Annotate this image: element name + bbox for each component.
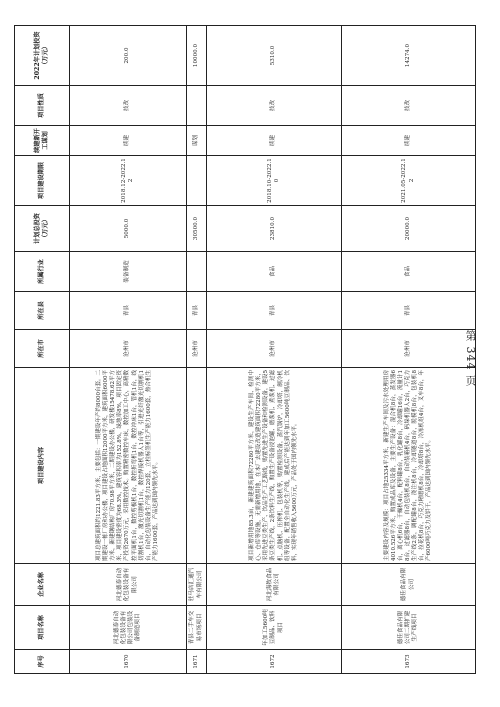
cell-name: 德佳食品有限公司二期扩建生产线项目 xyxy=(342,606,476,650)
cell-company: 河北海牧食品有限公司 xyxy=(207,564,342,606)
header-plan2022: 2022年计划投资（万元） xyxy=(15,26,70,86)
header-nature: 项目性质 xyxy=(15,86,70,126)
cell-plan2022: 14274.0 xyxy=(342,26,476,86)
cell-city: 沧州市 xyxy=(342,330,476,368)
header-name: 项目名称 xyxy=(15,606,70,650)
cell-county: 青县 xyxy=(187,292,207,330)
cell-stage: 续建 xyxy=(70,126,187,156)
cell-company: 德佳食品有限公司 xyxy=(342,564,476,606)
cell-stage: 续建 xyxy=(207,126,342,156)
cell-seq: 1673 xyxy=(342,650,476,674)
cell-content: 项目新增用地85.3亩，新建建筑面积72280平方米，建设生产车间、检测中心、仓库等设施，无需新增用地，在本厂去建设改造建筑面积72280平方米，采用先进豆类生产、饮品生产工艺路线，购置先进生产设备和检测设备，建设5条豆类生产线，2条饮料生产线，购置生产设备浸泡罐、磨浆机、煮浆机、过滤机、点脑机、压榨机、包装机等，购置检测设备，蒸汽锅炉，冷却塔，制冷机组等设备，配置全自动化生产线，建成后产能达到年加工5600吨豆制品、饮料，实现年销售收入5600万元，产品处于国内领先水平。 xyxy=(207,368,342,564)
cell-period: 2018.10-2022.10 xyxy=(207,156,342,206)
cell-period xyxy=(187,156,207,206)
cell-name: 河北德泰自动化包装设备有限公司包装设备制造项目 xyxy=(70,606,187,650)
cell-industry: 食品 xyxy=(207,252,342,292)
header-content: 项目建设内容 xyxy=(15,368,70,564)
cell-industry: 食品 xyxy=(342,252,476,292)
cell-plan2022: 10000.0 xyxy=(187,26,207,86)
cell-investment: 23810.0 xyxy=(207,206,342,252)
cell-plan2022: 200.0 xyxy=(70,26,187,86)
cell-name: 年加工5600吨豆制品、饮料项目 xyxy=(207,606,342,650)
cell-company: 河北德泰自动化包装设备有限公司 xyxy=(70,564,187,606)
cell-nature xyxy=(187,86,207,126)
cell-investment: 20000.0 xyxy=(342,206,476,252)
project-table-container xyxy=(14,26,472,674)
cell-city: 沧州市 xyxy=(187,330,207,368)
cell-nature: 技改 xyxy=(207,86,342,126)
cell-seq: 1670 xyxy=(70,650,187,674)
rotated-page xyxy=(14,26,472,674)
cell-investment: 5000.0 xyxy=(70,206,187,252)
page-number: 第 344 页 xyxy=(464,330,477,387)
cell-nature: 技改 xyxy=(70,86,187,126)
table-row xyxy=(342,26,476,674)
project-table xyxy=(14,25,476,674)
cell-period: 2018.12-2022.12 xyxy=(70,156,187,206)
cell-stage: 续建 xyxy=(342,126,476,156)
cell-investment: 30500.0 xyxy=(187,206,207,252)
cell-content: 主要建设内容及规模：项目占地25334平方米，新建生产车间及污水处理用房4010.526平方米，购置成品库及设备，主要生产设备：混合机8台，蒸发器6台，离心机6台，干燥机4台，配料罐8台，乳化罐8台，冷却罐16台，流量计18台，过滤器8台，自动包装机8台，自动装箱机4台，码垛机器人2台，巧克力生产线2条，调配罐8台，浇注机8台，冷却隧道8台，脱模机8台，包装机8台，拉花机8台，巧克力精磨机8台，冷却塔8台，冷冻机组4台，叉车8台，年产6000吨巧克力及饼干，产品达到国内领先水平。 xyxy=(342,368,476,564)
header-period: 项目建设期限 xyxy=(15,156,70,206)
header-investment: 计划总投资（万元） xyxy=(15,206,70,252)
cell-county: 青县 xyxy=(342,292,476,330)
cell-county: 青县 xyxy=(70,292,187,330)
cell-city: 沧州市 xyxy=(70,330,187,368)
cell-industry xyxy=(187,252,207,292)
header-city: 所在市 xyxy=(15,330,70,368)
table-row xyxy=(187,26,207,674)
cell-name: 青县二手车交易市场项目 xyxy=(187,606,207,650)
header-company: 企业名称 xyxy=(15,564,70,606)
cell-stage: 谋划 xyxy=(187,126,207,156)
cell-seq: 1671 xyxy=(187,650,207,674)
cell-content: 项目总建筑面积约1221.83平方米，主要包括：一期建设年产约8000台套。二期建设一栋厂房和办公楼，项目建设占地面积12000平方米，建筑面积6000平方米，新建钢结构厂房70.98平方米，二期建设办公楼，研发楼15478.62平方米，项目建设密度为68.3%，建筑容积率为152.8%，绿地率8%，项目固定资产投资2670万元，采用数控技术。购置精密数控车床，数控加工中心，高精数控平面机1台，数控剪板机1台，数控折弯机1台，数控冲床1台，管机1台，线切割机1台，激光切割机1台，数控焊接机器人1台等，引进光纤激光切割机1台，自动化包装设备生产能力120套，立柱标签机生产能力1600套，热合机生产能力1600套，产品达到国内领先水平。 xyxy=(70,368,187,564)
cell-period: 2021.05-2022.12 xyxy=(342,156,476,206)
header-county: 所在县 xyxy=(15,292,70,330)
cell-company: 驻马店汇通汽车有限公司 xyxy=(187,564,207,606)
cell-nature: 技改 xyxy=(342,86,476,126)
table-row xyxy=(70,26,187,674)
cell-city: 沧州市 xyxy=(207,330,342,368)
header-stage: 续建新开工谋划 xyxy=(15,126,70,156)
table-header-row xyxy=(15,26,70,674)
cell-plan2022: 5310.0 xyxy=(207,26,342,86)
table-row xyxy=(207,26,342,674)
cell-content xyxy=(187,368,207,564)
cell-industry: 装备制造 xyxy=(70,252,187,292)
cell-county: 青县 xyxy=(207,292,342,330)
header-industry: 所属行业 xyxy=(15,252,70,292)
header-seq: 序号 xyxy=(15,650,70,674)
cell-seq: 1672 xyxy=(207,650,342,674)
